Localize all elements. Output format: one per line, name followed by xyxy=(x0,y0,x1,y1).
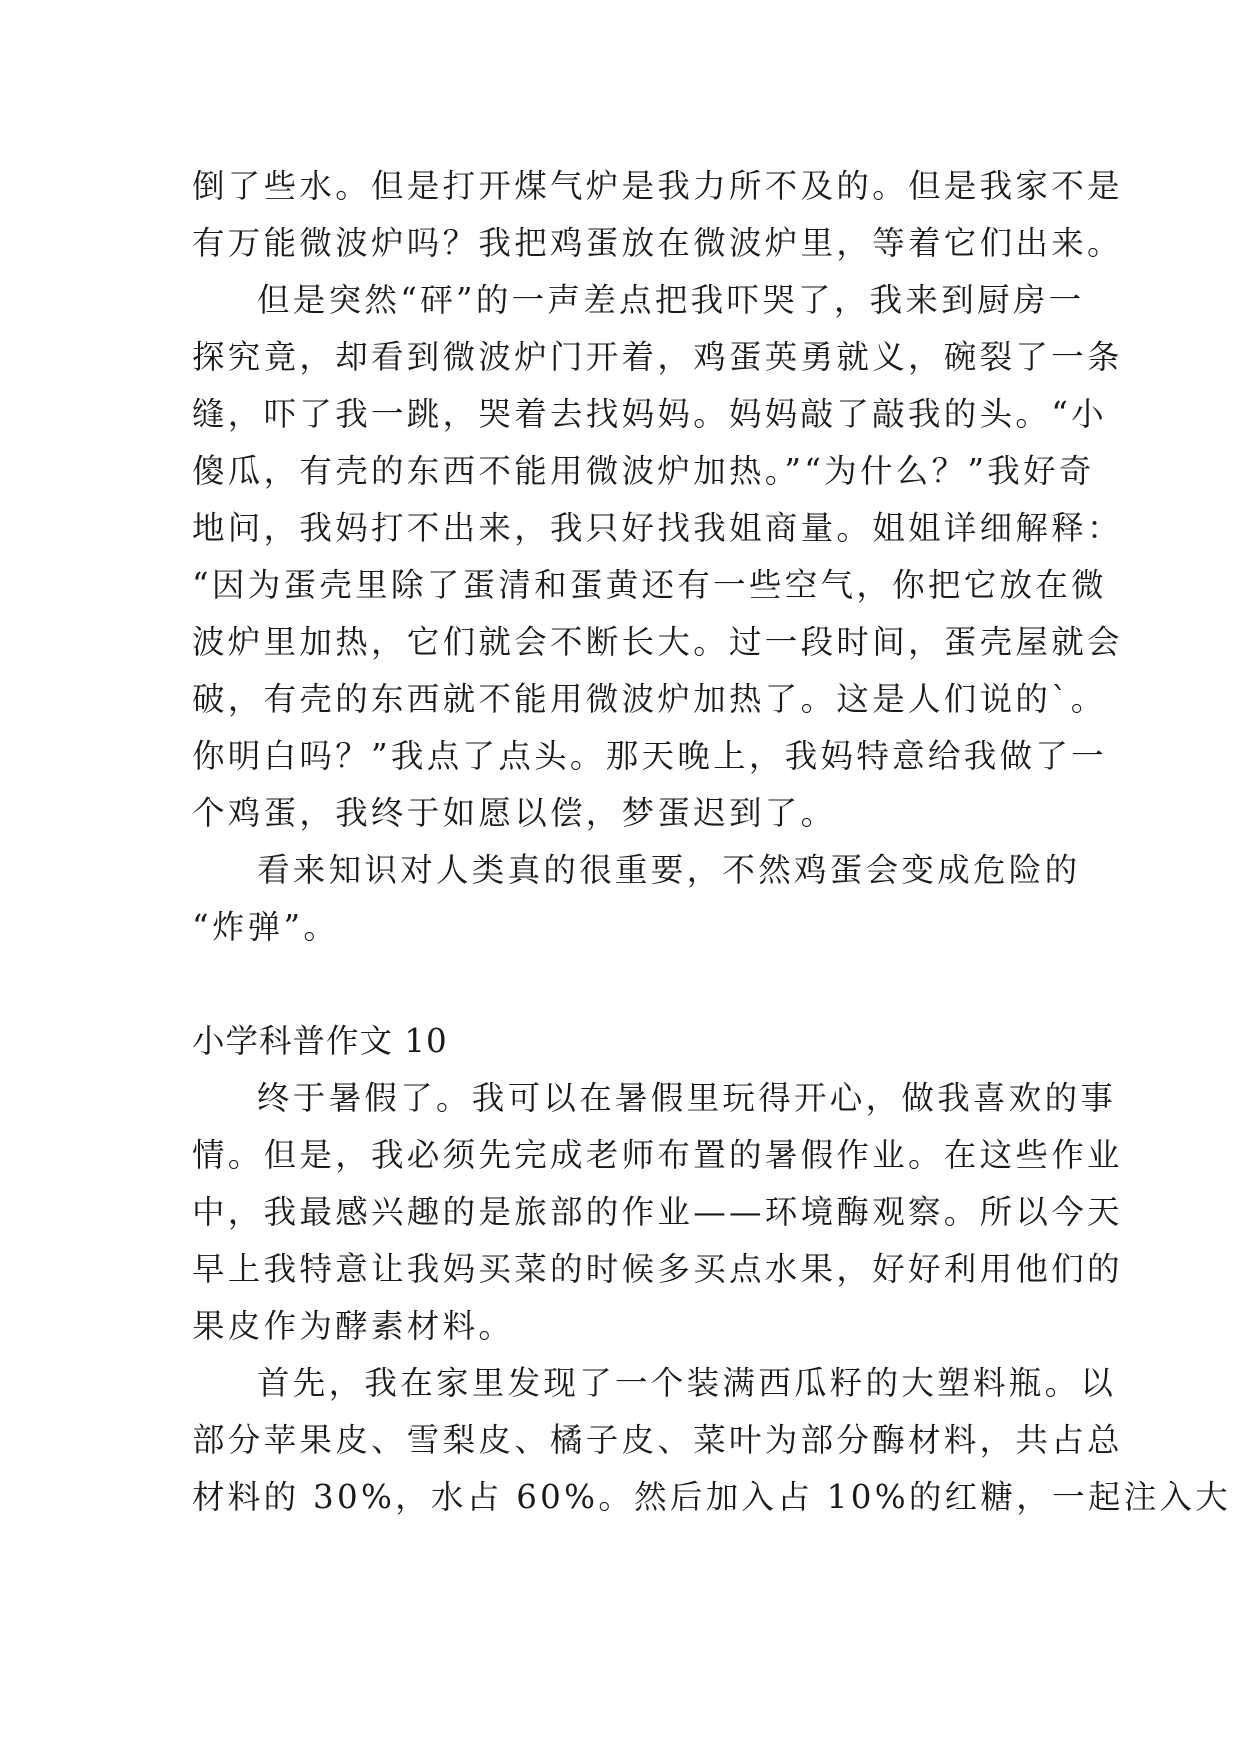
text-line: 早上我特意让我妈买菜的时候多买点水果，好好利用他们的 xyxy=(192,1250,1123,1288)
text-line: “炸弹”。 xyxy=(192,908,340,946)
text-line: 首先，我在家里发现了一个装满西瓜籽的大塑料瓶。以 xyxy=(257,1364,1117,1402)
text-line: 看来知识对人类真的很重要，不然鸡蛋会变成危险的 xyxy=(257,851,1081,889)
text-line: 破，有壳的东西就不能用微波炉加热了。这是人们说的`。 xyxy=(192,680,1107,718)
text-line: 有万能微波炉吗？我把鸡蛋放在微波炉里，等着它们出来。 xyxy=(192,224,1123,262)
text-line: 地问，我妈打不出来，我只好找我姐商量。姐姐详细解释： xyxy=(192,509,1123,547)
text-line: 缝，吓了我一跳，哭着去找妈妈。妈妈敲了敲我的头。“小 xyxy=(192,395,1107,433)
text-line: 中，我最感兴趣的是旅部的作业——环境酶观察。所以今天 xyxy=(192,1193,1123,1231)
text-line: “因为蛋壳里除了蛋清和蛋黄还有一些空气，你把它放在微 xyxy=(192,566,1107,604)
section-heading: 小学科普作文 10 xyxy=(192,1022,448,1060)
text-line: 倒了些水。但是打开煤气炉是我力所不及的。但是我家不是 xyxy=(192,167,1123,205)
text-line: 情。但是，我必须先完成老师布置的暑假作业。在这些作业 xyxy=(192,1136,1123,1174)
text-line: 材料的 30%，水占 60%。然后加入占 10%的红糖，一起注入大 xyxy=(192,1478,1232,1516)
text-line: 傻瓜，有壳的东西不能用微波炉加热。”“为什么？”我好奇 xyxy=(192,452,1095,490)
text-line: 你明白吗？”我点了点头。那天晚上，我妈特意给我做了一 xyxy=(192,737,1107,775)
text-line: 但是突然“砰”的一声差点把我吓哭了，我来到厨房一 xyxy=(257,281,1085,319)
text-line: 个鸡蛋，我终于如愿以偿，梦蛋迟到了。 xyxy=(192,794,837,832)
text-line: 探究竟，却看到微波炉门开着，鸡蛋英勇就义，碗裂了一条 xyxy=(192,338,1123,376)
text-line: 波炉里加热，它们就会不断长大。过一段时间，蛋壳屋就会 xyxy=(192,623,1123,661)
text-line: 果皮作为酵素材料。 xyxy=(192,1307,515,1345)
text-line: 部分苹果皮、雪梨皮、橘子皮、菜叶为部分酶材料，共占总 xyxy=(192,1421,1123,1459)
text-line: 终于暑假了。我可以在暑假里玩得开心，做我喜欢的事 xyxy=(257,1079,1117,1117)
